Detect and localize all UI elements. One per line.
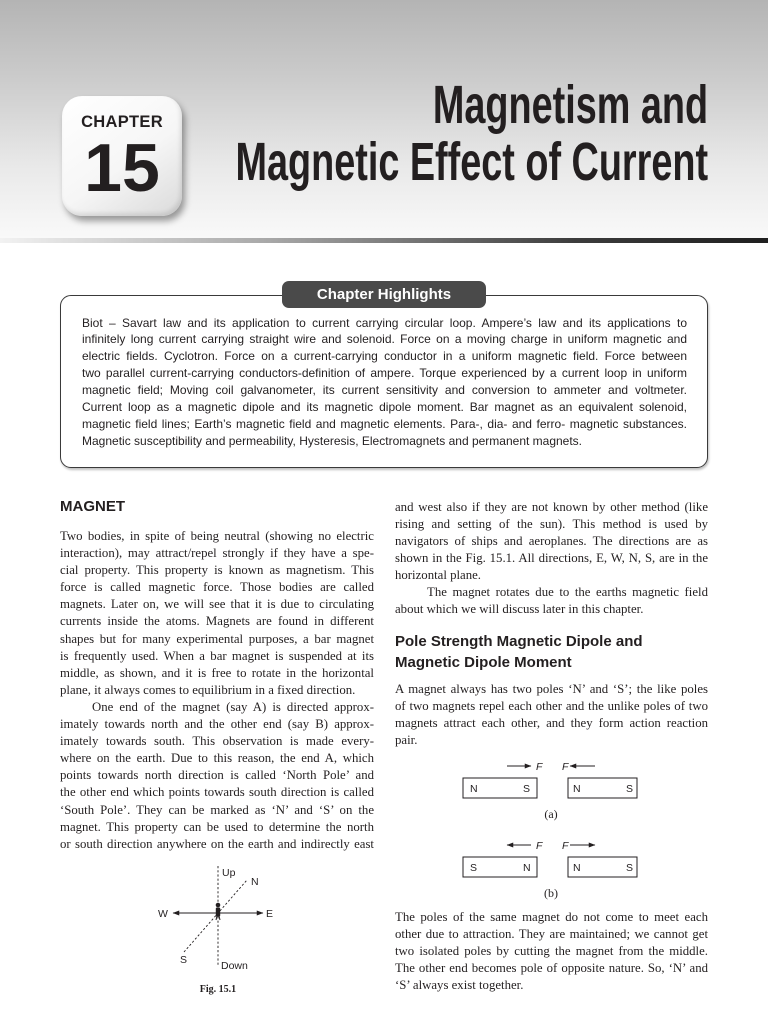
text-line: magnets attract each other, and they form action reaction xyxy=(395,715,708,730)
chapter-highlights-label: Chapter Highlights xyxy=(282,281,486,308)
text-line: two parallel current-carrying conductors-definition of ampere. Torque experienced by a current loop in uniform xyxy=(82,366,687,381)
text-line: ‘S’ always exist together. xyxy=(395,977,524,992)
force-label: F xyxy=(536,840,543,852)
figure-a xyxy=(463,761,637,821)
pole-label: N xyxy=(573,862,581,874)
poles-paragraph xyxy=(395,681,708,749)
text-line: Current loop as a magnetic dipole and its magnetic dipole moment. Bar magnet as an equivalent solenoid, xyxy=(82,399,687,414)
section-heading-magnet: MAGNET xyxy=(60,498,125,515)
text-line: of two magnets repel each other and the unlike poles of two xyxy=(395,698,708,713)
text-line: The poles of the same magnet do not come to meet each xyxy=(395,909,708,924)
directions-paragraph xyxy=(395,499,708,584)
text-line: A magnet always has two poles ‘N’ and ‘S’; the like poles xyxy=(395,681,708,696)
text-line: two isolated poles by cutting the magnet from the middle. xyxy=(395,943,708,958)
magnet-paragraph-2 xyxy=(60,699,374,853)
west-label: W xyxy=(158,908,168,920)
figure-b-caption: (b) xyxy=(544,886,558,900)
pole-interaction-figure xyxy=(440,752,660,902)
text-line: is frequently used. When a bar magnet is suspended at its xyxy=(60,648,374,663)
text-line: shown in the Fig. 15.1. All directions, E, W, N, S, are in the xyxy=(395,550,708,565)
text-line: where on the earth. Due to this reason, the end A, which xyxy=(60,751,374,766)
text-line: horizontal plane. xyxy=(395,567,481,582)
text-line: Biot – Savart law and its application to current carrying circular loop. Ampere’s law and its applications to xyxy=(82,315,687,330)
east-label: E xyxy=(266,908,274,920)
figure-caption: Fig. 15.1 xyxy=(199,984,237,995)
text-line: currents inside the atoms. Magnets are found in different xyxy=(60,614,374,629)
text-line: interaction), may attract/repel strongly if they have a spe- xyxy=(60,546,374,561)
text-line: middle, as shown, and it is free to rotate in the horizontal xyxy=(60,665,374,680)
text-line: The other end becomes pole of opposite nature. So, ‘N’ and xyxy=(395,960,708,975)
pole-label: S xyxy=(626,783,634,795)
text-line: electric fields. Cyclotron. Force on a current-carrying conductor in a uniform magnetic field. Force between xyxy=(82,349,687,364)
text-line: and west also if they are not known by other method (like xyxy=(395,499,708,514)
force-label: F xyxy=(536,761,543,773)
text-line: about which we will discuss later in this chapter. xyxy=(395,602,644,617)
text-line: pair. xyxy=(395,732,418,747)
text-line: force is called magnetic force. Those bodies are called xyxy=(60,580,374,595)
text-line: magnetic field; Moving coil galvanometer, its current sensitivity and conversion to ammeter and voltmeter. xyxy=(82,382,687,397)
up-label: Up xyxy=(222,867,236,879)
figure-b xyxy=(463,840,637,900)
text-line: magnets. Later on, we will see that it is due to circulating xyxy=(60,597,374,612)
north-label: N xyxy=(251,876,259,888)
text-line: navigators of ships and aeroplanes. The directions are as xyxy=(395,533,708,548)
chapter-title-line-2: Magnetic Effect of Current xyxy=(235,132,708,192)
text-line: Two bodies, in spite of being neutral (showing no electric xyxy=(60,529,374,543)
text-line: points towards north direction is called ‘North Pole’ and xyxy=(60,768,374,783)
text-line: the other end which points towards south direction is called xyxy=(60,785,374,800)
text-line: The magnet rotates due to the earths magnetic field xyxy=(427,585,708,599)
figure-a-caption: (a) xyxy=(544,807,558,821)
chapter-number: 15 xyxy=(84,130,160,206)
text-line: rising and setting of the sun). This method is used by xyxy=(395,516,708,531)
text-line: plane, it always comes to equilibrium in a fixed direction. xyxy=(60,682,356,697)
magnet-rotation-paragraph xyxy=(395,584,708,618)
south-label: S xyxy=(180,954,188,966)
text-line: One end of the magnet (say A) is directed approx- xyxy=(92,700,374,714)
pole-label: S xyxy=(470,862,478,874)
magnet-paragraph-1 xyxy=(60,528,374,699)
text-line: magnetic field lines; Earth’s magnetic field and magnetic elements. Para-, dia- and ferro- magnetic substances. xyxy=(82,416,687,431)
text-line: imately towards north and the other end (say B) approx- xyxy=(60,717,374,732)
pole-label: S xyxy=(523,783,531,795)
chapter-title-line-1: Magnetism and xyxy=(432,75,708,135)
text-line: imately towards south. This observation is made every- xyxy=(60,734,374,749)
text-line: shapes but for many experimental purposes, a bar magnet xyxy=(60,631,374,646)
text-line: Magnetic susceptibility and permeability, Hysteresis, Electromagnets and permanent magnets. xyxy=(82,433,583,448)
text-line: magnet. This property can be used to determine the north xyxy=(60,819,374,834)
chapter-badge xyxy=(62,96,182,216)
direction-figure xyxy=(150,860,290,1000)
isolated-poles-paragraph xyxy=(395,909,708,994)
pole-label: S xyxy=(626,862,634,874)
section-heading-pole-strength-line-1: Pole Strength Magnetic Dipole and xyxy=(395,632,643,650)
pole-label: N xyxy=(470,783,478,795)
pole-label: N xyxy=(573,783,581,795)
force-label: F xyxy=(562,840,569,852)
force-label: F xyxy=(562,761,569,773)
header-divider xyxy=(0,238,768,243)
section-heading-pole-strength-line-2: Magnetic Dipole Moment xyxy=(395,653,572,671)
text-line: ‘South Pole’. They can be marked as ‘N’ and ‘S’ on the xyxy=(60,802,374,817)
text-line: other due to attraction. They are maintained; we cannot get xyxy=(395,926,708,941)
text-line: cial property. This property is known as magnetism. This xyxy=(60,563,374,578)
down-label: Down xyxy=(221,960,248,972)
text-line: infinitely long current carrying straight wire and solenoid. Force on a moving charge in uniform magnetic and xyxy=(82,332,687,347)
pole-label: N xyxy=(523,862,531,874)
chapter-highlights-text xyxy=(82,315,687,450)
chapter-label: CHAPTER xyxy=(81,113,163,131)
text-line: or south direction anywhere on the earth and indirectly east xyxy=(60,836,374,851)
north-south-line xyxy=(184,880,247,952)
